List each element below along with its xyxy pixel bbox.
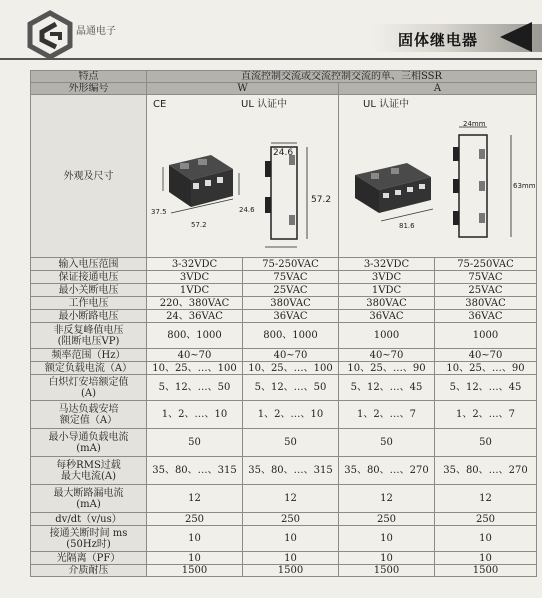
row-label: 白炽灯安培额定值 (A) <box>31 375 147 401</box>
model-w: W <box>147 83 339 95</box>
product-image-a <box>339 95 537 258</box>
ul-cert-a: UL 认证中 <box>363 99 410 110</box>
cell: 1、2、…、7 <box>339 401 435 429</box>
table-row <box>31 284 537 297</box>
table-row <box>31 349 537 362</box>
table-row <box>31 552 537 565</box>
table-row <box>31 310 537 323</box>
cell: 1、2、…、10 <box>147 401 243 429</box>
cell: 10 <box>147 552 243 565</box>
table-row <box>31 457 537 485</box>
dim-w-width: 24.6 <box>273 148 294 158</box>
cell: 10、25、…、100 <box>243 362 339 375</box>
cell: 25VAC <box>243 284 339 297</box>
relay-w-drawing-icon <box>149 95 339 257</box>
cell: 800、1000 <box>147 323 243 349</box>
table-row <box>31 297 537 310</box>
cell: 75-250VAC <box>435 258 537 271</box>
dim-w-front: 57.2 <box>191 221 207 229</box>
row-label: 频率范围（Hz） <box>31 349 147 362</box>
cell: 1500 <box>147 565 243 577</box>
cell: 5、12、…、45 <box>339 375 435 401</box>
cell: 220、380VAC <box>147 297 243 310</box>
row-label: 保证接通电压 <box>31 271 147 284</box>
cell: 36VAC <box>243 310 339 323</box>
cell: 3VDC <box>147 271 243 284</box>
row-label: 输入电压范围 <box>31 258 147 271</box>
cell: 1000 <box>435 323 537 349</box>
dim-a-height: 63mm <box>513 182 536 190</box>
dim-a-width: 24mm <box>463 120 486 128</box>
cell: 12 <box>435 485 537 513</box>
table-row <box>31 375 537 401</box>
row-label: 马达负载安培 额定值（A） <box>31 401 147 429</box>
cell: 10 <box>339 552 435 565</box>
table-row <box>31 513 537 526</box>
cell: 50 <box>435 429 537 457</box>
cell: 5、12、…、45 <box>435 375 537 401</box>
cell: 1VDC <box>147 284 243 297</box>
header-divider <box>0 58 542 60</box>
cell: 250 <box>147 513 243 526</box>
row-label: dv/dt（v/us） <box>31 513 147 526</box>
table-row <box>31 95 537 258</box>
cell: 36VAC <box>339 310 435 323</box>
table-row <box>31 485 537 513</box>
cell: 50 <box>243 429 339 457</box>
cell: 10 <box>435 526 537 552</box>
cell: 800、1000 <box>243 323 339 349</box>
row-label: 介质耐压 <box>31 565 147 577</box>
company-logo-icon <box>26 10 74 60</box>
cell: 380VAC <box>339 297 435 310</box>
cell: 10、25、…、100 <box>147 362 243 375</box>
row-label: 非反复峰值电压 (阻断电压VP) <box>31 323 147 349</box>
brand-name: 晶通电子 <box>76 26 116 37</box>
page-header <box>0 0 542 68</box>
cell: 1VDC <box>339 284 435 297</box>
model-a: A <box>339 83 537 95</box>
dim-a-front: 81.6 <box>399 222 415 230</box>
table-row <box>31 323 537 349</box>
cell: 250 <box>243 513 339 526</box>
cell: 75VAC <box>435 271 537 284</box>
cell: 1000 <box>339 323 435 349</box>
row-label: 每秒RMS过载 最大电流(A) <box>31 457 147 485</box>
table-row <box>31 429 537 457</box>
arrow-icon <box>500 22 532 52</box>
cell: 40~70 <box>147 349 243 362</box>
row-label: 工作电压 <box>31 297 147 310</box>
cell: 3VDC <box>339 271 435 284</box>
row-label: 接通关断时间 ms (50Hz时) <box>31 526 147 552</box>
cell: 50 <box>339 429 435 457</box>
cell: 380VAC <box>243 297 339 310</box>
cell: 75VAC <box>243 271 339 284</box>
table-row <box>31 362 537 375</box>
row-label: 外观及尺寸 <box>31 95 147 258</box>
cell: 380VAC <box>435 297 537 310</box>
dim-w-h: 37.5 <box>151 208 167 216</box>
product-image-w <box>147 95 339 258</box>
cell: 10、25、…、90 <box>339 362 435 375</box>
cell: 35、80、…、270 <box>339 457 435 485</box>
cell: 12 <box>147 485 243 513</box>
cell: 10 <box>147 526 243 552</box>
cell: 250 <box>339 513 435 526</box>
cell: 10 <box>339 526 435 552</box>
table-row <box>31 526 537 552</box>
table-row <box>31 258 537 271</box>
row-label: 光隔离（PF） <box>31 552 147 565</box>
cell: 10 <box>243 552 339 565</box>
cell: 12 <box>243 485 339 513</box>
table-row <box>31 71 537 83</box>
page-title: 固体继电器 <box>398 31 479 49</box>
row-label: 特点 <box>31 71 147 83</box>
table-row <box>31 83 537 95</box>
cell: 24、36VAC <box>147 310 243 323</box>
cell: 12 <box>339 485 435 513</box>
cell: 10 <box>243 526 339 552</box>
cell: 40~70 <box>243 349 339 362</box>
cell: 1500 <box>243 565 339 577</box>
table-row <box>31 401 537 429</box>
row-label: 额定负载电流（A） <box>31 362 147 375</box>
relay-a-drawing-icon <box>341 95 537 257</box>
feature-text: 直流控制交流或交流控制交流的单、三相SSR <box>147 71 537 83</box>
row-label: 最小关断电压 <box>31 284 147 297</box>
cell: 3-32VDC <box>339 258 435 271</box>
table-row <box>31 565 537 577</box>
row-label: 最大断路漏电流 (mA) <box>31 485 147 513</box>
cell: 40~70 <box>435 349 537 362</box>
cell: 10、25、…、90 <box>435 362 537 375</box>
cell: 35、80、…、315 <box>147 457 243 485</box>
table-row <box>31 271 537 284</box>
spec-table <box>30 70 537 577</box>
cell: 1、2、…、10 <box>243 401 339 429</box>
row-label: 最小断路电压 <box>31 310 147 323</box>
cell: 50 <box>147 429 243 457</box>
dim-w-side: 24.6 <box>239 206 255 214</box>
cell: 250 <box>435 513 537 526</box>
cell: 75-250VAC <box>243 258 339 271</box>
cell: 10 <box>435 552 537 565</box>
cell: 25VAC <box>435 284 537 297</box>
cell: 35、80、…、315 <box>243 457 339 485</box>
cell: 36VAC <box>435 310 537 323</box>
cell: 5、12、…、50 <box>243 375 339 401</box>
cell: 1500 <box>435 565 537 577</box>
cell: 35、80、…、270 <box>435 457 537 485</box>
cell: 40~70 <box>339 349 435 362</box>
row-label: 外形编号 <box>31 83 147 95</box>
row-label: 最小导通负载电流 (mA) <box>31 429 147 457</box>
cell: 1、2、…、7 <box>435 401 537 429</box>
ul-cert-w: UL 认证中 <box>241 99 288 110</box>
cell: 5、12、…、50 <box>147 375 243 401</box>
cell: 3-32VDC <box>147 258 243 271</box>
cell: 1500 <box>339 565 435 577</box>
ce-mark: CE <box>153 99 167 110</box>
dim-w-height: 57.2 <box>311 195 332 205</box>
